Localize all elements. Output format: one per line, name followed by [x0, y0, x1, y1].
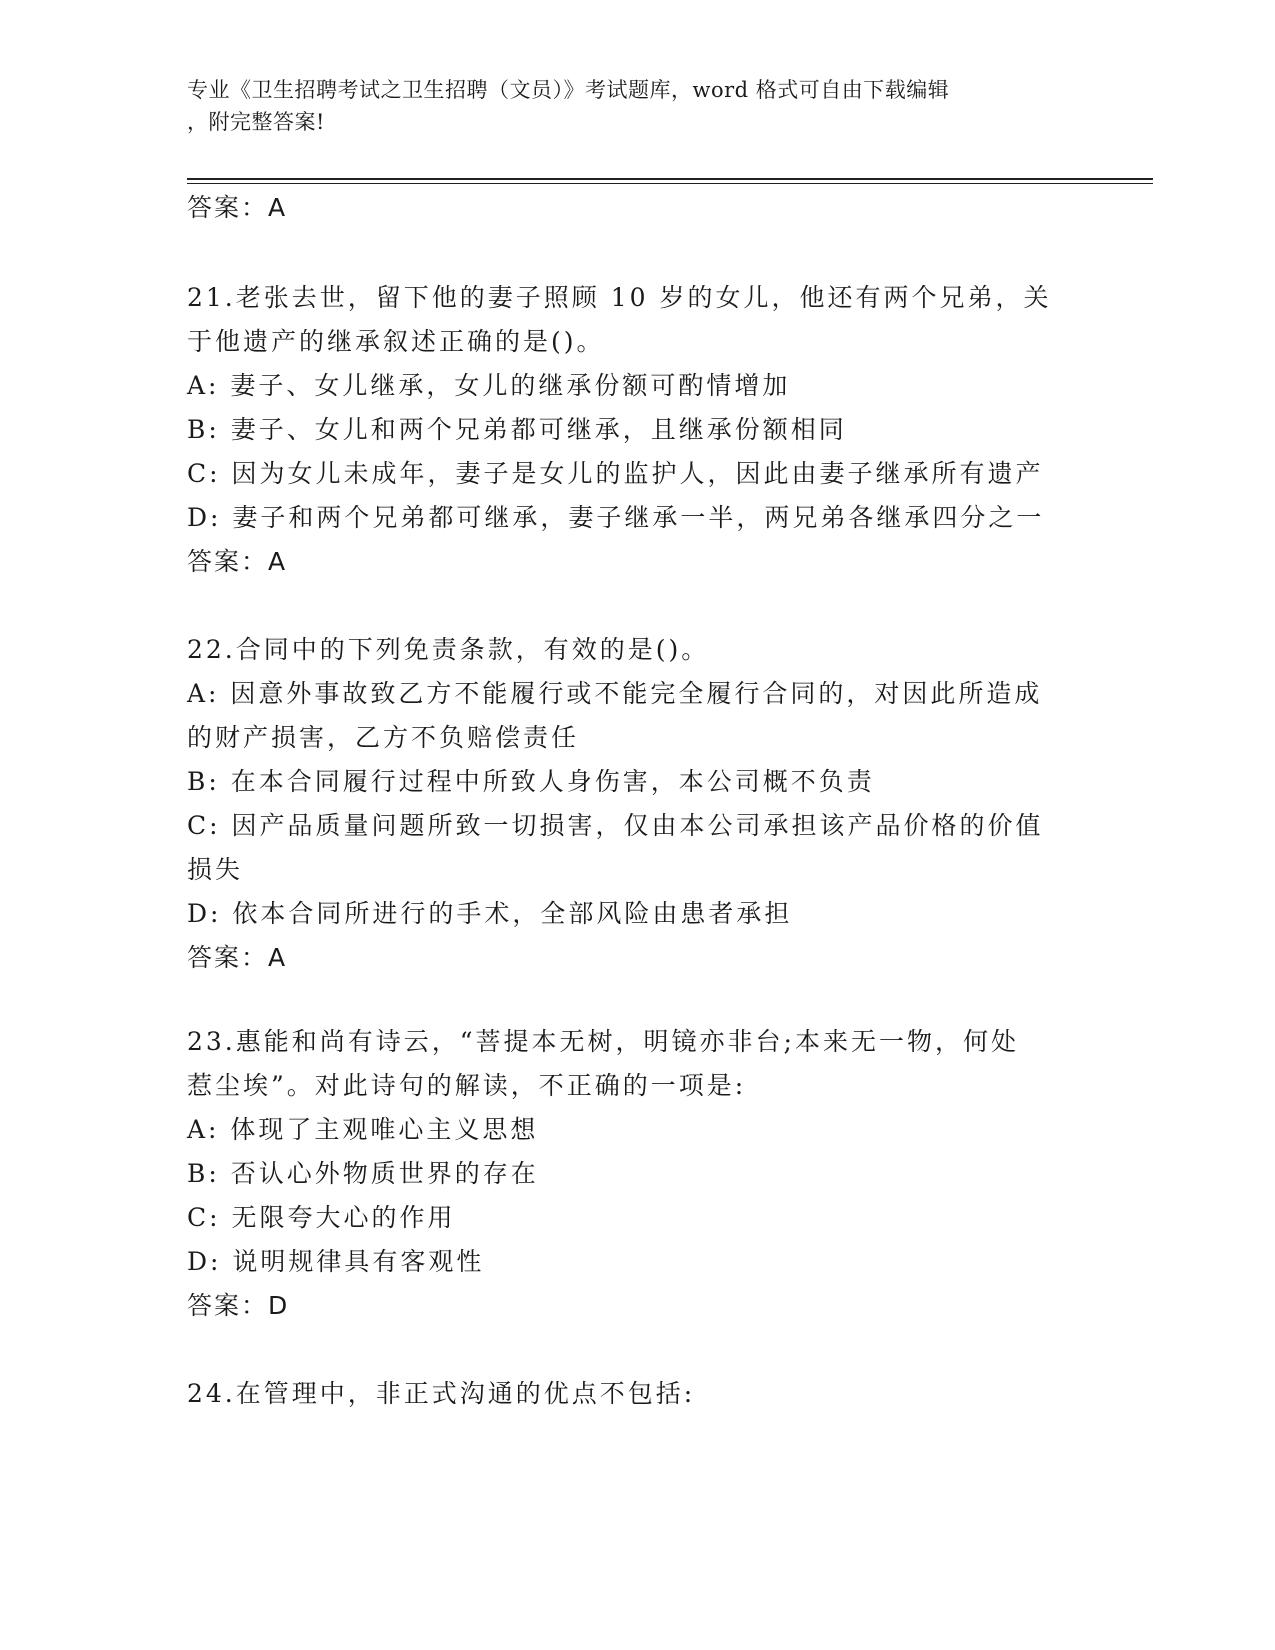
question-22-option-c-line-1: C: 因产品质量问题所致一切损害，仅由本公司承担该产品价格的价值	[187, 811, 1044, 840]
question-22-option-a-line-1: A: 因意外事故致乙方不能履行或不能完全履行合同的，对因此所造成	[187, 679, 1043, 708]
document-header	[187, 74, 1087, 138]
question-21-answer: 答案：A	[187, 547, 288, 576]
answer-previous: 答案：A	[187, 193, 288, 222]
question-22-option-a-line-2: 的财产损害，乙方不负赔偿责任	[187, 723, 580, 752]
question-22-answer: 答案：A	[187, 943, 288, 972]
question-21-option-a: A: 妻子、女儿继承，女儿的继承份额可酌情增加	[187, 371, 791, 400]
question-21-option-c: C: 因为女儿未成年，妻子是女儿的监护人，因此由妻子继承所有遗产	[187, 459, 1044, 488]
question-23-stem-line-2: 惹尘埃”。对此诗句的解读，不正确的一项是:	[187, 1071, 747, 1100]
question-23-stem-line-1: 23.惠能和尚有诗云，“菩提本无树，明镜亦非台;本来无一物，何处	[187, 1027, 1019, 1056]
header-rule	[187, 178, 1153, 180]
question-22-option-d: D: 依本合同所进行的手术，全部风险由患者承担	[187, 899, 793, 928]
question-21-stem-line-1: 21.老张去世，留下他的妻子照顾 10 岁的女儿，他还有两个兄弟，关	[187, 283, 1052, 312]
question-21-option-d: D: 妻子和两个兄弟都可继承，妻子继承一半，两兄弟各继承四分之一	[187, 503, 1045, 532]
header-line-2: ，附完整答案!	[187, 110, 325, 134]
question-23-answer: 答案：D	[187, 1291, 290, 1320]
question-22-stem-line-1: 22.合同中的下列免责条款，有效的是()。	[187, 635, 710, 664]
question-21-stem-line-2: 于他遗产的继承叙述正确的是()。	[187, 327, 605, 356]
question-23-option-b: B: 否认心外物质世界的存在	[187, 1159, 539, 1188]
question-24-stem-line-1: 24.在管理中，非正式沟通的优点不包括:	[187, 1379, 696, 1408]
question-21-option-b: B: 妻子、女儿和两个兄弟都可继承，且继承份额相同	[187, 415, 847, 444]
question-23-option-a: A: 体现了主观唯心主义思想	[187, 1115, 539, 1144]
question-23-option-d: D: 说明规律具有客观性	[187, 1247, 485, 1276]
question-22-option-c-line-2: 损失	[187, 855, 244, 884]
header-line-1: 专业《卫生招聘考试之卫生招聘（文员）》考试题库，word 格式可自由下载编辑	[187, 78, 950, 102]
question-22-option-b: B: 在本合同履行过程中所致人身伤害，本公司概不负责	[187, 767, 875, 796]
header-rule-thin	[187, 183, 1153, 184]
question-23-option-c: C: 无限夸大心的作用	[187, 1203, 456, 1232]
